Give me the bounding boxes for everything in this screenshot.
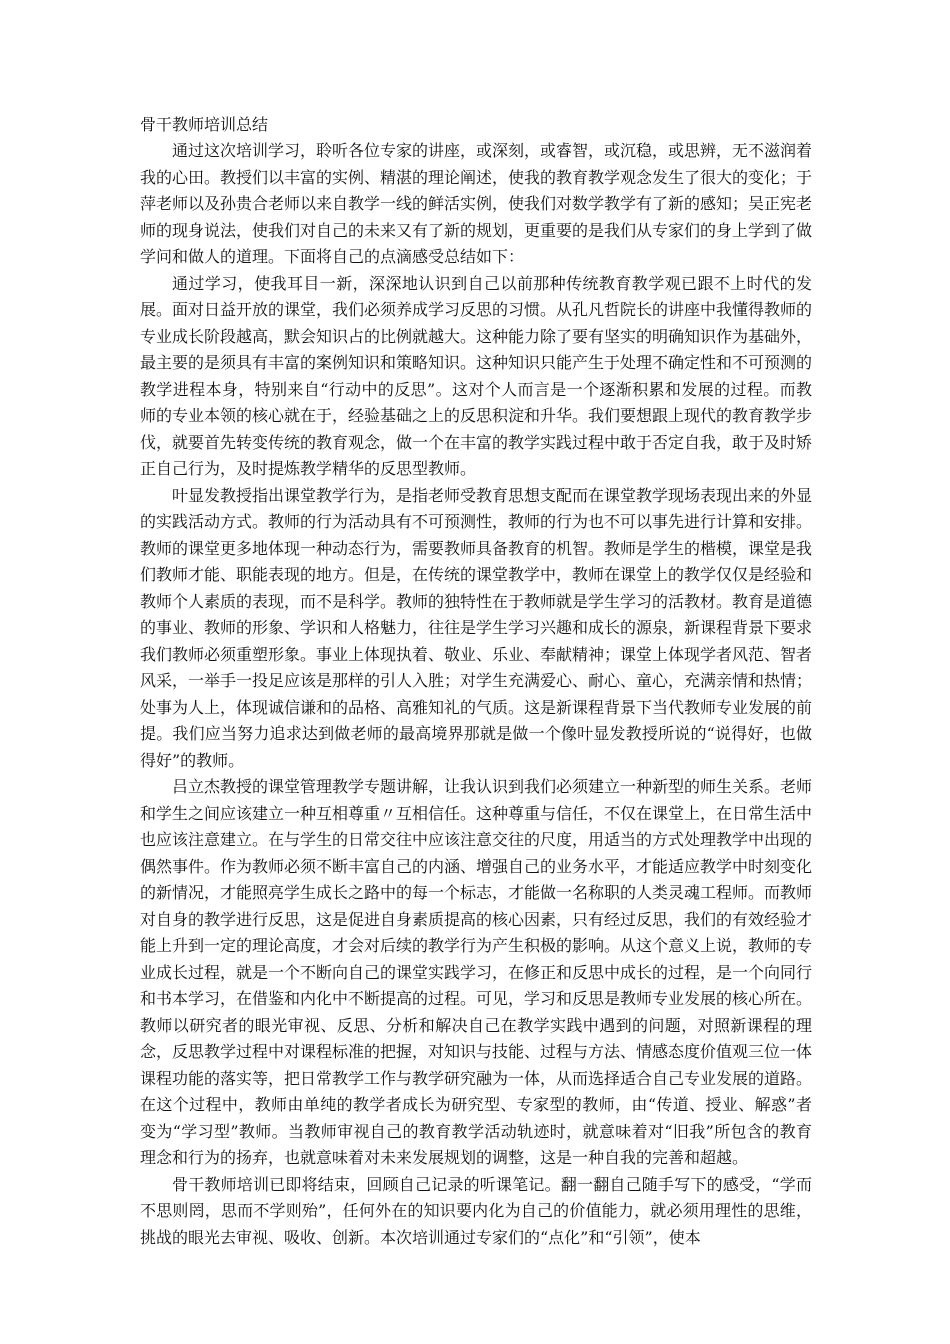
document-body — [140, 112, 812, 1251]
paragraph-5: 骨干教师培训已即将结束，回顾自己记录的听课笔记。翻一翻自己随手写下的感受，“学而不思则罔，思而不学则殆”，任何外在的知识要内化为自己的价值能力，就必须用理性的思维，挑战的眼光去审视、吸收、创新。本次培训通过专家们的“点化”和“引领”，使本 — [140, 1174, 812, 1247]
paragraph-3: 叶显发教授指出课堂教学行为，是指老师受教育思想支配而在课堂教学现场表现出来的外显的实践活动方式。教师的行为活动具有不可预测性，教师的行为也不可以事先进行计算和安排。教师的课堂更多地体现一种动态行为，需要教师具备教育的机智。教师是学生的楷模，课堂是我们教师才能、职能表现的地方。但是，在传统的课堂教学中，教师在课堂上的教学仅仅是经验和教师个人素质的表现，而不是科学。教师的独特性在于教师就是学生学习的活教材。教育是道德的事业、教师的形象、学识和人格魅力，往往是学生学习兴趣和成长的源泉，新课程背景下要求我们教师必须重塑形象。事业上体现执着、敬业、乐业、奉献精神；课堂上体现学者风范、智者风采，一举手一投足应该是那样的引人入胜；对学生充满爱心、耐心、童心，充满亲情和热情；处事为人上，体现诚信谦和的品格、高雅知礼的气质。这是新课程背景下当代教师专业发展的前提。我们应当努力追求达到做老师的最高境界那就是做一个像叶显发教授所说的“说得好，也做得好”的教师。 — [140, 485, 813, 770]
paragraph-2: 通过学习，使我耳目一新，深深地认识到自己以前那种传统教育教学观已跟不上时代的发展。面对日益开放的课堂，我们必须养成学习反思的习惯。从孔凡哲院长的讲座中我懂得教师的专业成长阶段越高，默会知识占的比例就越大。这种能力除了要有坚实的明确知识作为基础外，最主要的是须具有丰富的案例知识和策略知识。这种知识只能产生于处理不确定性和不可预测的教学进程本身，特别来自“行动中的反思”。这对个人而言是一个逐渐积累和发展的过程。而教师的专业本领的核心就在于，经验基础之上的反思积淀和升华。我们要想跟上现代的教育教学步伐，就要首先转变传统的教育观念，做一个在丰富的教学实践过程中敢于否定自我，敢于及时矫正自己行为，及时提炼教学精华的反思型教师。 — [140, 273, 813, 478]
paragraph-4: 吕立杰教授的课堂管理教学专题讲解，让我认识到我们必须建立一种新型的师生关系。老师和学生之间应该建立一种互相尊重〃互相信任。这种尊重与信任，不仅在课堂上，在日常生活中也应该注意建立。在与学生的日常交往中应该注意交往的尺度，用适当的方式处理教学中出现的偶然事件。作为教师必须不断丰富自己的内涵、增强自己的业务水平，才能适应教学中时刻变化的新情况，才能照亮学生成长之路中的每一个标志，才能做一名称职的人类灵魂工程师。而教师对自身的教学进行反思，这是促进自身素质提高的核心因素，只有经过反思，我们的有效经验才能上升到一定的理论高度，才会对后续的教学行为产生积极的影响。从这个意义上说，教师的专业成长过程，就是一个不断向自己的课堂实践学习，在修正和反思中成长的过程，是一个向同行和书本学习，在借鉴和内化中不断提高的过程。可见，学习和反思是教师专业发展的核心所在。教师以研究者的眼光审视、反思、分析和解决自己在教学实践中遇到的问题，对照新课程的理念，反思教学过程中对课程标准的把握，对知识与技能、过程与方法、情感态度价值观三位一体课程功能的落实等，把日常教学工作与教学研究融为一体，从而选择适合自己专业发展的道路。在这个过程中，教师由单纯的教学者成长为研究型、专家型的教师，由“传道、授业、解惑”者变为“学习型”教师。当教师审视自己的教育教学活动轨迹时，就意味着对“旧我”所包含的教育理念和行为的扬弃，也就意味着对未来发展规划的调整，这是一种自我的完善和超越。 — [140, 777, 813, 1167]
document-title: 骨干教师培训总结 — [140, 115, 269, 134]
paragraph-1: 通过这次培训学习，聆听各位专家的讲座，或深刻，或睿智，或沉稳，或思辨，无不滋润着我的心田。教授们以丰富的实例、精湛的理论阐述，使我的教育教学观念发生了很大的变化；于萍老师以及孙贵合老师以来自教学一线的鲜活实例，使我们对数学教学有了新的感知；吴正宪老师的现身说法，使我们对自己的未来又有了新的规划，更重要的是我们从专家们的身上学到了做学问和做人的道理。下面将自己的点滴感受总结如下： — [140, 141, 813, 266]
